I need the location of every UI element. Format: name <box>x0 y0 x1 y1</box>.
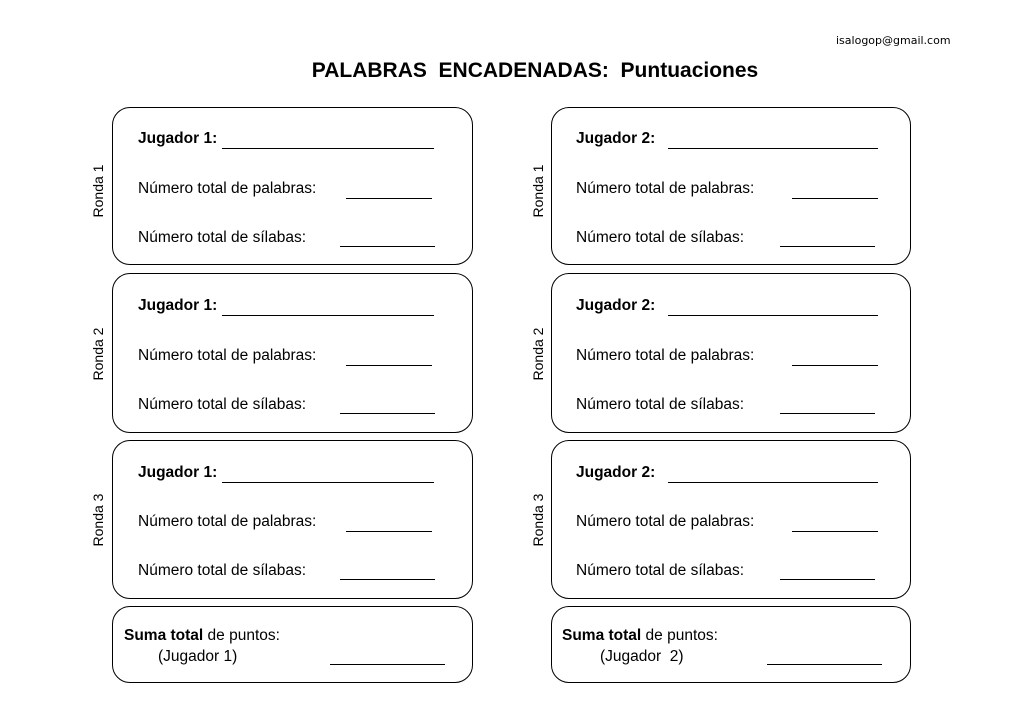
words-line <box>792 531 878 532</box>
total-player-2-line <box>767 664 882 665</box>
words-label: Número total de palabras: <box>138 347 317 364</box>
player-2-name-line <box>668 148 878 149</box>
round-1-label-left: Ronda 1 <box>90 164 106 218</box>
total-player-1-line <box>330 664 445 665</box>
words-line <box>346 531 432 532</box>
syllables-label: Número total de sílabas: <box>138 562 307 579</box>
total-label <box>562 627 718 645</box>
player-2-name-line <box>668 482 878 483</box>
words-line <box>792 198 878 199</box>
words-label: Número total de palabras: <box>576 180 755 197</box>
words-line <box>792 365 878 366</box>
syllables-label: Número total de sílabas: <box>138 396 307 413</box>
syllables-line <box>340 413 435 414</box>
page-title: PALABRAS ENCADENADAS: Puntuaciones <box>311 59 759 82</box>
round-2-label-left: Ronda 2 <box>90 327 106 381</box>
round-3-label-left: Ronda 3 <box>90 493 106 547</box>
player-1-label: Jugador 1: <box>138 464 218 481</box>
words-line <box>346 198 432 199</box>
words-label: Número total de palabras: <box>138 180 317 197</box>
total-player-1-label: (Jugador 1) <box>158 648 238 665</box>
total-label <box>124 627 280 645</box>
player-1-name-line <box>222 482 434 483</box>
total-label-bold: Suma total <box>562 627 642 644</box>
player-1-label: Jugador 1: <box>138 130 218 147</box>
syllables-label: Número total de sílabas: <box>576 229 745 246</box>
words-label: Número total de palabras: <box>576 347 755 364</box>
total-label-rest: de puntos: <box>641 627 718 644</box>
syllables-line <box>780 579 875 580</box>
round-1-label-right: Ronda 1 <box>530 164 546 218</box>
syllables-line <box>340 579 435 580</box>
total-label-bold: Suma total <box>124 627 204 644</box>
total-player-2-label: (Jugador 2) <box>600 648 684 665</box>
syllables-line <box>340 246 435 247</box>
total-label-rest: de puntos: <box>203 627 280 644</box>
words-line <box>346 365 432 366</box>
syllables-label: Número total de sílabas: <box>576 562 745 579</box>
author-email: isalogop@gmail.com <box>836 34 951 47</box>
words-label: Número total de palabras: <box>576 513 755 530</box>
syllables-label: Número total de sílabas: <box>576 396 745 413</box>
player-1-name-line <box>222 148 434 149</box>
player-2-name-line <box>668 315 878 316</box>
player-2-label: Jugador 2: <box>576 464 656 481</box>
player-2-label: Jugador 2: <box>576 130 656 147</box>
syllables-label: Número total de sílabas: <box>138 229 307 246</box>
player-2-label: Jugador 2: <box>576 297 656 314</box>
round-3-label-right: Ronda 3 <box>530 493 546 547</box>
words-label: Número total de palabras: <box>138 513 317 530</box>
round-2-label-right: Ronda 2 <box>530 327 546 381</box>
player-1-label: Jugador 1: <box>138 297 218 314</box>
syllables-line <box>780 413 875 414</box>
syllables-line <box>780 246 875 247</box>
player-1-name-line <box>222 315 434 316</box>
